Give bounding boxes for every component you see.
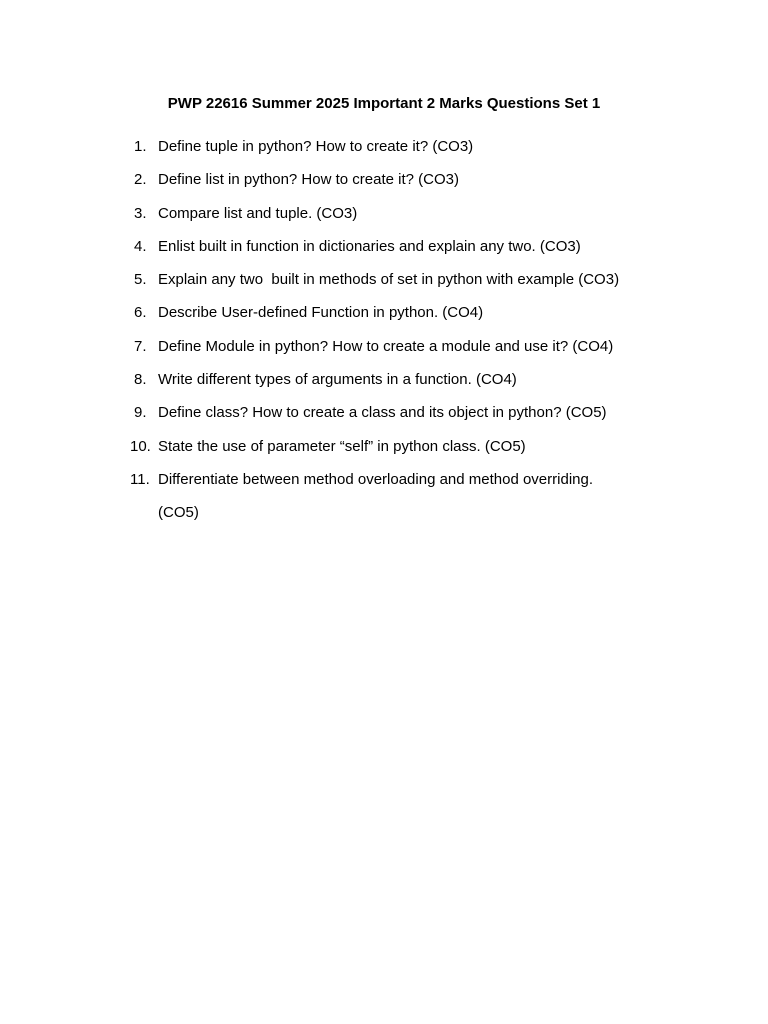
question-text: Define class? How to create a class and its object in python? (CO5) [158,404,607,422]
question-text: Describe User-defined Function in python. (CO4) [158,304,484,322]
question-item [130,170,690,190]
question-text: Differentiate between method overloading and method overriding. [158,470,593,488]
question-text: Enlist built in function in dictionaries and explain any two. (CO3) [158,237,581,255]
question-text: Define tuple in python? How to create it? (CO3) [158,138,474,155]
question-number: 7. [134,337,147,355]
question-number: 4. [134,237,147,255]
question-text: Compare list and tuple. (CO3) [158,204,358,222]
question-text: State the use of parameter “self” in python class. (CO5) [158,437,526,455]
question-number: 9. [134,404,147,422]
document-title: PWP 22616 Summer 2025 Important 2 Marks Questions Set 1 [167,95,601,112]
question-item [130,303,690,323]
question-text: Define list in python? How to create it? (CO3) [158,171,459,189]
question-item [130,270,690,290]
question-text: Write different types of arguments in a function. (CO4) [158,371,517,389]
question-item [130,337,690,357]
question-number: 10. [130,437,151,455]
question-item [130,403,690,423]
question-item [130,370,690,390]
question-number: 11. [130,470,150,488]
question-text-wrapper [130,470,690,523]
question-number: 2. [134,171,147,189]
question-number: 3. [134,204,147,222]
question-item [130,437,690,457]
question-text: Explain any two built in methods of set in python with example (CO3) [158,271,620,289]
question-number: 8. [134,371,147,389]
question-number: 6. [134,304,147,322]
question-item [130,204,690,224]
question-text: Define Module in python? How to create a module and use it? (CO4) [158,337,614,355]
question-item [130,237,690,257]
question-number: 5. [134,271,147,289]
question-number: 1. [134,138,147,155]
question-list [130,137,690,536]
question-item [130,137,690,157]
question-item [130,470,690,523]
question-text-continuation: (CO5) [158,503,199,521]
